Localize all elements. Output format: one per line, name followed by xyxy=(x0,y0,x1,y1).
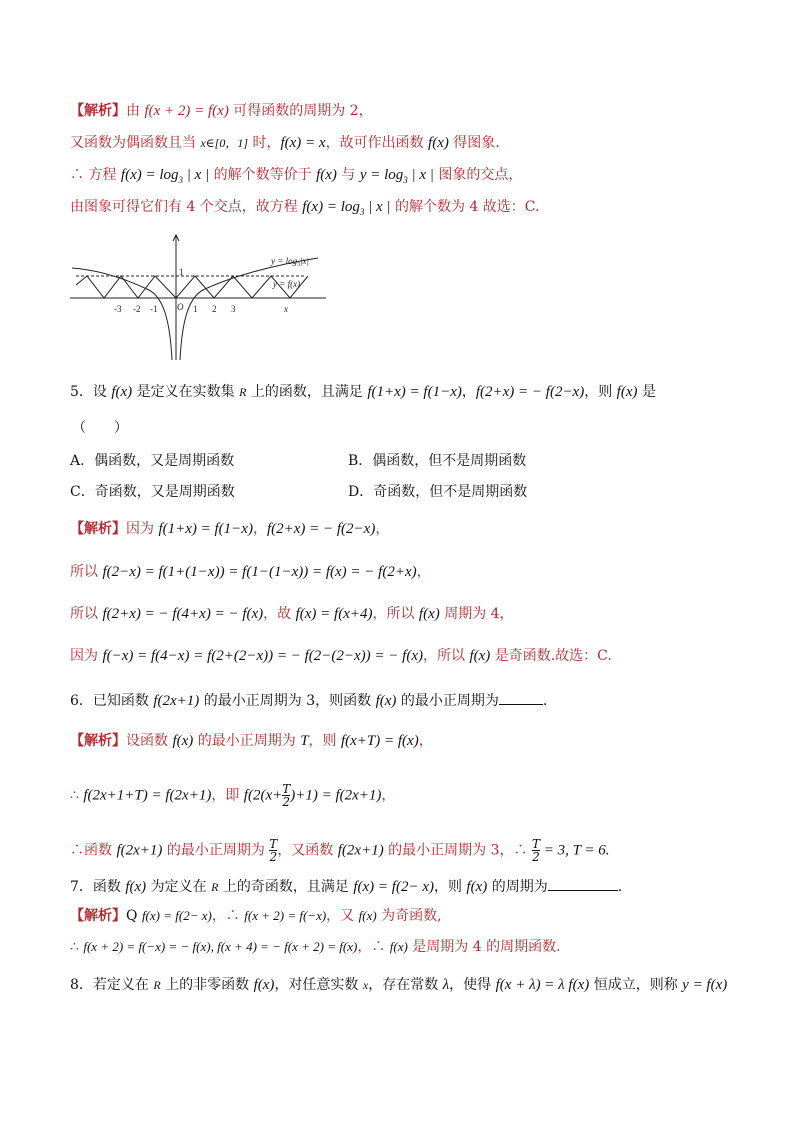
solution-5-line-1: 【解析】因为 f(1+x) = f(1−x)，f(2+x) = − f(2−x)， xyxy=(70,521,390,537)
solution-4-line-2: 又函数为偶函数且当 x∈[0，1] 时，f(x) = x，故可作出函数 f(x) 得图象. xyxy=(70,135,500,151)
solution-4-line-3: ∴ 方程 $f(x) = \log_3$ | x | 的解个数等价于 f(x) 与 $y = \log_3$ | x | 图象的交点， xyxy=(70,167,523,185)
tick-label: 3 xyxy=(231,304,236,314)
option-d[interactable]: D．奇函数，但不是周期函数 xyxy=(348,484,528,500)
solution-7-line-1: 【解析】Q f(x) = f(2− x)，∴ f(x + 2) = f(−x)，又 f(x) 为奇函数, xyxy=(70,908,442,924)
tick-label: 1 xyxy=(193,304,198,314)
tick-label: 2 xyxy=(212,304,217,314)
solution-4-line-1: 【解析】由 f(x + 2) = f(x) 可得函数的周期为 2， xyxy=(70,103,373,119)
solution-6-line-2: ∴ f(2x+1+T) = f(2x+1)，即 f(2(x+ $\frac{T}{2}$ )+1) = f(2x+1)， xyxy=(70,782,396,809)
option-c[interactable]: C．奇函数，又是周期函数 xyxy=(70,484,235,500)
answer-blank[interactable] xyxy=(548,876,618,891)
solution-6-line-3: ∴函数 f(2x+1) 的最小正周期为 $\frac{T}{2}$ ，又函数 f(2x+1) 的最小正周期为 3，∴ $\frac{T}{2}$ = 3, T = 6. xyxy=(70,837,610,864)
option-a[interactable]: A．偶函数，又是周期函数 xyxy=(70,453,235,469)
answer-blank[interactable] xyxy=(499,690,543,705)
label-log: $y = \log_3|x|$ xyxy=(271,256,310,268)
option-b[interactable]: B．偶函数，但不是周期函数 xyxy=(348,453,527,469)
solution-6-line-1: 【解析】设函数 f(x) 的最小正周期为 T，则 f(x+T) = f(x)， xyxy=(70,733,433,749)
label-origin: O xyxy=(177,302,184,312)
fraction: $\frac{T}{2}$ xyxy=(531,837,540,864)
question-8: 8．若定义在 R 上的非零函数 f(x)，对任意实数 x，存在常数 λ，使得 f(x + λ) = λ f(x) 恒成立，则称 y = f(x) xyxy=(70,977,728,993)
label-f: y = f(x) xyxy=(273,279,301,289)
curve-log-left xyxy=(72,268,172,360)
solution-5-line-3: 所以 f(2+x) = − f(4+x) = − f(x)，故 f(x) = f(x+4)，所以 f(x) 周期为 4， xyxy=(70,606,514,622)
tick-label: -3 xyxy=(114,304,122,314)
question-5: 5．设 f(x) 是定义在实数集 R 上的函数，且满足 f(1+x) = f(1−x)，f(2+x) = − f(2−x)，则 f(x) 是 xyxy=(70,384,656,400)
solution-tag: 【解析】 xyxy=(70,103,126,119)
solution-7-line-2: ∴ f(x + 2) = f(−x) = − f(x), f(x + 4) = − f(x + 2) = f(x)，∴ f(x) 是周期为 4 的周期函数. xyxy=(70,939,561,955)
question-5-paren: （ ） xyxy=(72,420,128,436)
curve-log-right xyxy=(180,258,318,360)
tick-label: -2 xyxy=(133,304,141,314)
question-6: 6．已知函数 f(2x+1) 的最小正周期为 3，则函数 f(x) 的最小正周期为 . xyxy=(70,690,547,711)
tick-label: -1 xyxy=(150,304,158,314)
solution-4-line-4: 由图象可得它们有 4 个交点，故方程 $f(x) = \log_3$ | x | 的解个数为 4 故选：C. xyxy=(70,199,540,217)
function-graph-figure xyxy=(68,232,330,362)
label-one: 1 xyxy=(179,267,184,277)
solution-5-line-4: 因为 f(−x) = f(4−x) = f(2+(2−x)) = − f(2−(2−x)) = − f(x)，所以 f(x) 是奇函数.故选：C. xyxy=(70,648,612,664)
fraction: $\frac{T}{2}$ xyxy=(269,837,278,864)
fraction: $\frac{T}{2}$ xyxy=(282,782,291,809)
label-x-axis: x xyxy=(284,304,288,314)
solution-5-line-2: 所以 f(2−x) = f(1+(1−x)) = f(1−(1−x)) = f(x) = − f(2+x)， xyxy=(70,564,431,580)
question-7: 7．函数 f(x) 为定义在 R 上的奇函数，且满足 f(x) = f(2− x)，则 f(x) 的周期为 . xyxy=(70,876,622,897)
